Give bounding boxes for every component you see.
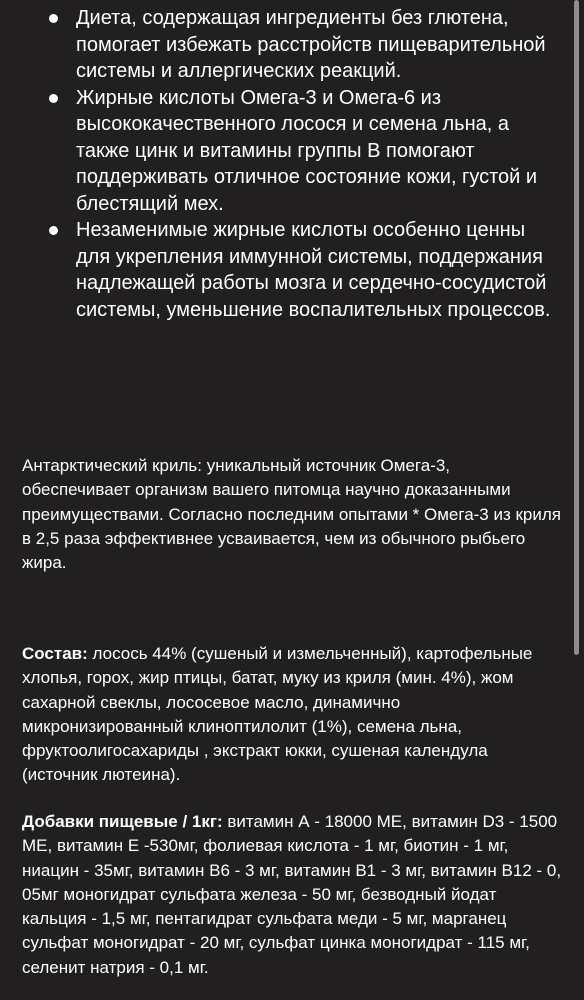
composition-label: Состав: bbox=[22, 644, 88, 663]
benefit-item bbox=[0, 217, 560, 323]
benefit-item bbox=[0, 85, 560, 218]
bullet-icon bbox=[49, 226, 58, 235]
benefit-text: Жирные кислоты Омега-3 и Омега-6 из высококачественного лосося и семена льна, а также цинк и витамины группы В помогают поддерживать отличное состояние кожи, густой и блестящий мех. bbox=[76, 86, 538, 215]
bullet-icon bbox=[49, 14, 58, 23]
benefit-item bbox=[0, 5, 560, 85]
additives-label: Добавки пищевые / 1кг: bbox=[22, 812, 223, 831]
benefit-text: Незаменимые жирные кислоты особенно ценны для укрепления иммунной системы, поддержания надлежащей работы мозга и сердечно-сосудистой системы, уменьшение воспалительных процессов. bbox=[76, 219, 551, 321]
scrollbar-thumb[interactable] bbox=[574, 0, 579, 655]
composition-paragraph bbox=[22, 642, 562, 788]
krill-paragraph bbox=[22, 454, 562, 575]
krill-text: Антарктический криль: уникальный источник Омега-3, обеспечивает организм вашего питомца научно доказанными преимуществами. Согласно последним опытами * Омега-3 из криля в 2,5 раза эффективнее усваивается, чем из обычного рыбьего жира. bbox=[22, 456, 562, 573]
benefit-text: Диета, содержащая ингредиенты без глютена, помогает избежать расстройств пищеварительной системы и аллергических реакций. bbox=[76, 7, 546, 82]
benefits-list bbox=[0, 5, 560, 323]
additives-paragraph bbox=[22, 810, 562, 980]
additives-text: витамин А - 18000 МЕ, витамин D3 - 1500 МЕ, витамин Е -530мг, фолиевая кислота - 1 мг, биотин - 1 мг, ниацин - 35мг, витамин В6 - 3 мг, витамин В1 - 3 мг, витамин В12 - 0, 05мг моногидрат сульфата железа - 50 мг, безводный йодат кальция - 1,5 мг, пентагидрат сульфата меди - 5 мг, марганец сульфат моногидрат - 20 мг, сульфат цинка моногидрат - 115 мг, селенит натрия - 0,1 мг. bbox=[22, 812, 562, 977]
composition-text: лосось 44% (сушеный и измельченный), картофельные хлопья, горох, жир птицы, батат, муку из криля (мин. 4%), жом сахарной свеклы, лососевое масло, динамично микронизированный клиноптилолит (1%), семена льна, фруктоолигосахариды , экстракт юкки, сушеная календула (источник лютеина). bbox=[22, 644, 533, 785]
bullet-icon bbox=[49, 94, 58, 103]
